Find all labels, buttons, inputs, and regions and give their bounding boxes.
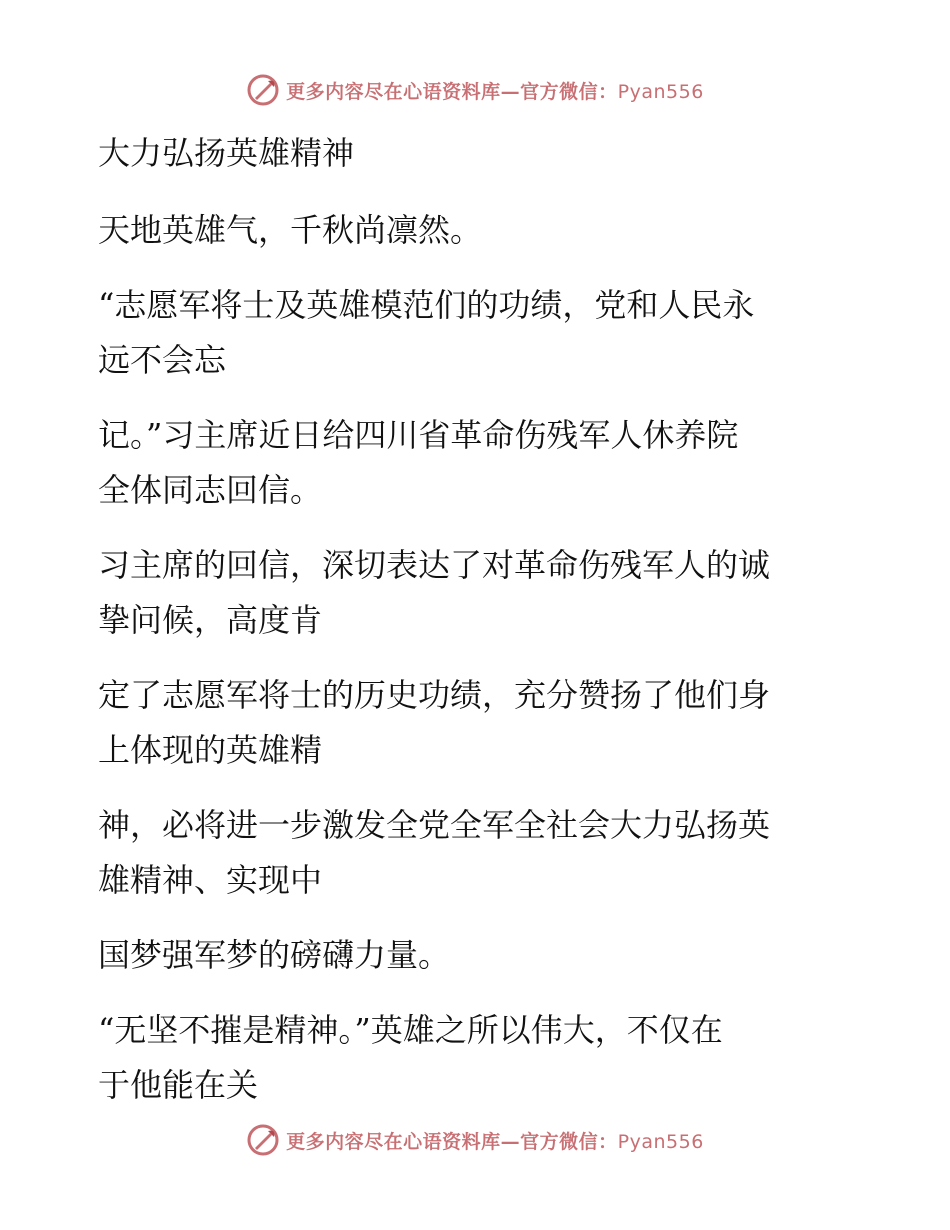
text-line: 全体同志回信。: [98, 471, 323, 509]
watermark-text: 更多内容尽在心语资料库—官方微信：Pyan556: [286, 80, 704, 103]
quill-logo-icon: [246, 1123, 280, 1157]
text-line: “无坚不摧是精神。”英雄之所以伟大，不仅在: [98, 1011, 723, 1049]
text-line: 国梦强军梦的磅礴力量。: [98, 936, 451, 974]
text-line: 上体现的英雄精: [98, 731, 323, 769]
footer-watermark: [0, 1120, 950, 1160]
text-line: 于他能在关: [98, 1066, 259, 1104]
text-line: 远不会忘: [98, 341, 227, 379]
text-line: 雄精神、实现中: [98, 861, 323, 899]
document-title: 大力弘扬英雄精神: [98, 134, 355, 172]
text-line: 天地英雄气，千秋尚凛然。: [98, 211, 483, 249]
watermark-text: 更多内容尽在心语资料库—官方微信：Pyan556: [286, 1130, 704, 1153]
text-line: 挚问候，高度肯: [98, 601, 323, 639]
text-line: 记。”习主席近日给四川省革命伤残军人休养院: [98, 416, 739, 454]
text-line: 神，必将进一步激发全党全军全社会大力弘扬英: [98, 806, 771, 844]
text-line: 习主席的回信，深切表达了对革命伤残军人的诚: [98, 546, 771, 584]
quill-logo-icon: [246, 73, 280, 107]
text-line: “志愿军将士及英雄模范们的功绩，党和人民永: [98, 286, 755, 324]
header-watermark: [0, 70, 950, 110]
text-line: 定了志愿军将士的历史功绩，充分赞扬了他们身: [98, 676, 771, 714]
